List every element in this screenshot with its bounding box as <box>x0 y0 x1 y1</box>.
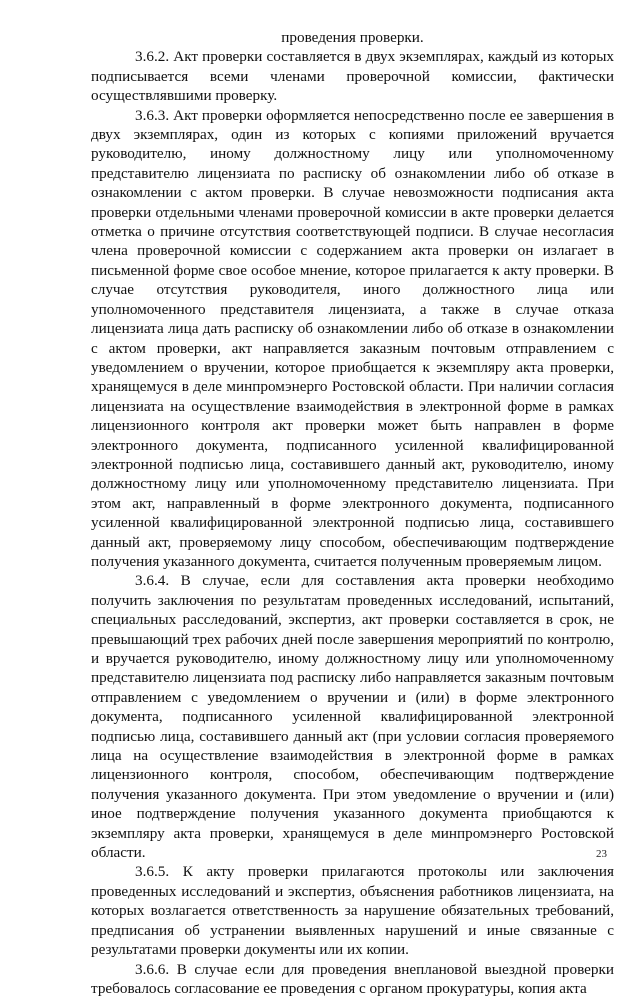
paragraph-3-6-3: 3.6.3. Акт проверки оформляется непосредственно после ее завершения в двух экземплярах, один из которых с копиями приложений вручается руководителю, иному должностному лицу или уполномоченному представителю лицензиата по расписку об ознакомлении либо об отказе в ознакомлении с актом проверки. В случае невозможности подписания акта проверки отдельными членами проверочной комиссии в акте проверки делается отметка о причине отсутствия соответствующей подписи. В случае несогласия члена проверочной комиссии с содержанием акта проверки он излагает в письменной форме свое особое мнение, которое прилагается к акту проверки. В случае отсутствия руководителя, иного должностного лица или уполномоченного представителя лицензиата, а также в случае отказа лицензиата лица дать расписку об ознакомлении либо об отказе в ознакомлении с актом проверки, акт направляется заказным почтовым отправлением с уведомлением о вручении, которое приобщается к экземпляру акта проверки, хранящемуся в деле минпромэнерго Ростовской области. При наличии согласия лицензиата на осуществление взаимодействия в электронной форме в рамках лицензионного контроля акт проверки может быть направлен в форме электронного документа, подписанного усиленной квалифицированной электронной подписью лица, составившего данный акт, руководителю, иному должностному лицу или уполномоченному представителю лицензиата. При этом акт, направленный в форме электронного документа, подписанного усиленной квалифицированной электронной подписью лица, составившего данный акт, проверяемому лицу способом, обеспечивающим подтверждение получения указанного документа, считается полученным проверяемым лицом. <box>91 106 614 572</box>
document-body <box>91 28 614 998</box>
paragraph-3-6-2: 3.6.2. Акт проверки составляется в двух экземплярах, каждый из которых подписывается всеми членами проверочной комиссии, фактически осуществлявшими проверку. <box>91 47 614 105</box>
paragraph-3-6-4: 3.6.4. В случае, если для составления акта проверки необходимо получить заключения по результатам проведенных исследований, испытаний, специальных расследований, экспертиз, акт проверки составляется в срок, не превышающий трех рабочих дней после завершения мероприятий по контролю, и вручается руководителю, иному должностному лицу или уполномоченному представителю лицензиата под расписку либо направляется заказным почтовым отправлением с уведомлением о вручении и (или) в форме электронного документа, подписанного усиленной квалифицированной электронной подписью лица, составившего данный акт (при условии согласия проверяемого лица на осуществление взаимодействия в электронной форме в рамках лицензионного контроля, способом, обеспечивающим подтверждение получения указанного документа. При этом уведомление о вручении и (или) иное подтверждение получения указанного документа приобщаются к экземпляру акта проверки, хранящемуся в деле минпромэнерго Ростовской области. <box>91 571 614 862</box>
paragraph-3-6-5: 3.6.5. К акту проверки прилагаются протоколы или заключения проведенных исследований и экспертиз, объяснения работников лицензиата, на которых возлагается ответственность за нарушение обязательных требований, предписания об устранении выявленных нарушений и иные связанные с результатами проверки документы или их копии. <box>91 862 614 959</box>
continued-line: проведения проверки. <box>91 28 614 47</box>
page-number: 23 <box>596 848 607 860</box>
paragraph-3-6-6: 3.6.6. В случае если для проведения внеплановой выездной проверки требовалось согласование ее проведения с органом прокуратуры, копия акта <box>91 960 614 998</box>
